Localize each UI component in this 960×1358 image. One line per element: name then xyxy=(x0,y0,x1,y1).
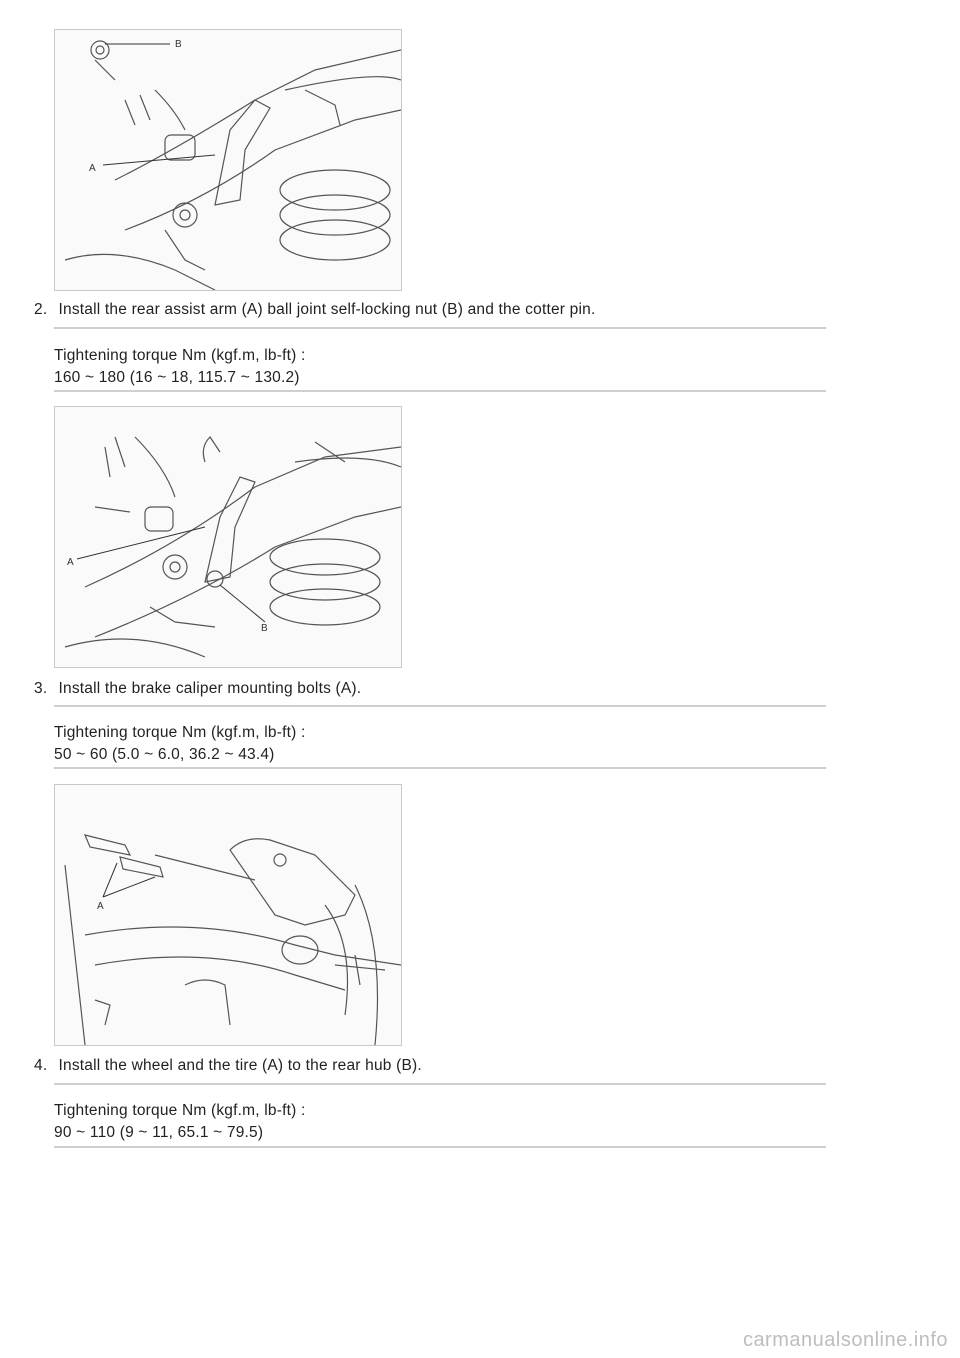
watermark: carmanualsonline.info xyxy=(742,1329,948,1351)
divider xyxy=(54,1083,826,1085)
brake-caliper-illustration xyxy=(55,785,401,1045)
ball-joint-illustration xyxy=(55,407,401,667)
callout-label: B xyxy=(175,39,182,50)
figure-brake-caliper xyxy=(54,784,402,1046)
figure-assist-arm-nut xyxy=(54,29,402,291)
step-instruction: Install the rear assist arm (A) ball joint self-locking nut (B) and the cotter pin. xyxy=(58,301,596,318)
divider xyxy=(54,767,826,769)
callout-label: A xyxy=(97,901,104,912)
divider xyxy=(54,1146,826,1148)
figure-ball-joint-nut xyxy=(54,406,402,668)
step-text xyxy=(34,1057,422,1075)
divider xyxy=(54,705,826,707)
callout-label: A xyxy=(67,557,74,568)
torque-spec-label: Tightening torque Nm (kgf.m, lb-ft) : xyxy=(54,724,306,741)
step-number: 4. xyxy=(34,1057,48,1074)
callout-label: B xyxy=(261,623,268,634)
step-text xyxy=(34,680,361,698)
divider xyxy=(54,390,826,392)
torque-spec-label: Tightening torque Nm (kgf.m, lb-ft) : xyxy=(54,347,306,364)
step-number: 3. xyxy=(34,680,48,697)
callout-label: A xyxy=(89,163,96,174)
torque-spec-value: 50 ~ 60 (5.0 ~ 6.0, 36.2 ~ 43.4) xyxy=(54,746,275,763)
torque-spec xyxy=(54,345,305,389)
torque-spec-value: 160 ~ 180 (16 ~ 18, 115.7 ~ 130.2) xyxy=(54,369,300,386)
torque-spec-value: 90 ~ 110 (9 ~ 11, 65.1 ~ 79.5) xyxy=(54,1124,264,1141)
step-number: 2. xyxy=(34,301,48,318)
step-instruction: Install the wheel and the tire (A) to the rear hub (B). xyxy=(58,1057,422,1074)
torque-spec xyxy=(54,722,305,766)
step-text xyxy=(34,301,595,319)
divider xyxy=(54,327,826,329)
step-instruction: Install the brake caliper mounting bolts (A). xyxy=(58,680,362,697)
torque-spec xyxy=(54,1100,305,1144)
assist-arm-illustration xyxy=(55,30,401,290)
torque-spec-label: Tightening torque Nm (kgf.m, lb-ft) : xyxy=(54,1102,306,1119)
